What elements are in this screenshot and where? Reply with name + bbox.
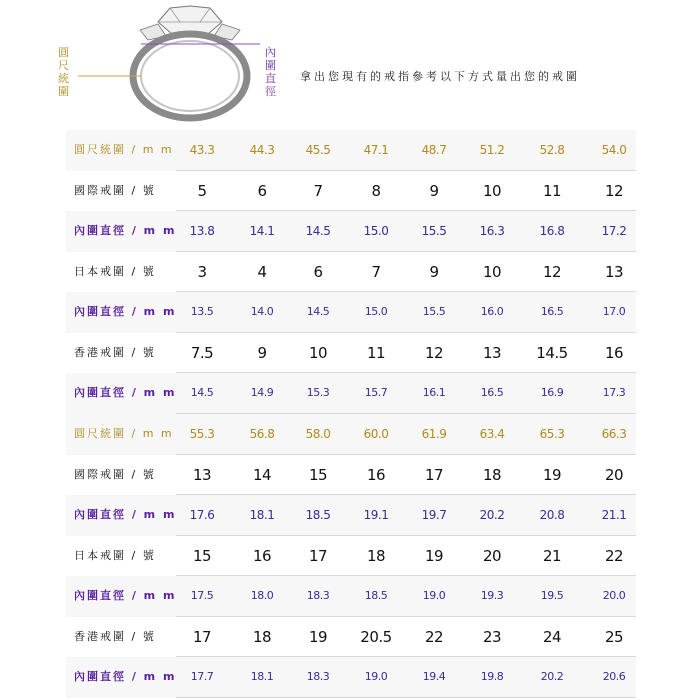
table-cell: 48.7 xyxy=(421,143,447,157)
table-cell: 14.5 xyxy=(305,224,331,238)
table-cell: 19 xyxy=(542,465,562,484)
row-label: 內圍直徑 / m m xyxy=(74,386,177,399)
table-cell: 18.0 xyxy=(250,589,274,602)
table-cell: 47.1 xyxy=(363,143,389,157)
table-cell: 17.2 xyxy=(601,224,627,238)
table-cell: 20.6 xyxy=(602,670,626,683)
table-cell: 16 xyxy=(366,465,386,484)
table-cell: 23 xyxy=(482,627,502,646)
table-cell: 15.7 xyxy=(364,386,388,399)
table-cell: 61.9 xyxy=(421,427,447,441)
row-label: 香港戒圍 / 號 xyxy=(74,345,156,359)
table-cell: 19.4 xyxy=(422,670,446,683)
table-cell: 58.0 xyxy=(305,427,331,441)
table-cell: 9 xyxy=(429,262,439,281)
row-label: 圓尺統圍 / m m xyxy=(74,427,174,440)
table-cell: 3 xyxy=(197,262,207,281)
table-cell: 20 xyxy=(604,465,624,484)
table-cell: 20.2 xyxy=(540,670,564,683)
row-label: 圓尺統圍 / m m xyxy=(74,143,174,156)
table-cell: 14.1 xyxy=(249,224,275,238)
size-table-1 xyxy=(66,130,636,414)
table-cell: 52.8 xyxy=(539,143,565,157)
table-row xyxy=(66,130,636,171)
table-cell: 45.5 xyxy=(305,143,331,157)
table-cell: 14.5 xyxy=(190,386,214,399)
table-cell: 17.6 xyxy=(189,508,215,522)
table-cell: 21.1 xyxy=(601,508,627,522)
table-cell: 20.5 xyxy=(360,627,392,646)
table-cell: 9 xyxy=(257,343,267,362)
table-cell: 11 xyxy=(366,343,386,362)
table-cell: 15.5 xyxy=(422,305,446,318)
table-cell: 15.3 xyxy=(306,386,330,399)
table-cell: 17 xyxy=(192,627,212,646)
table-cell: 17.0 xyxy=(602,305,626,318)
table-cell: 12 xyxy=(542,262,562,281)
table-cell: 43.3 xyxy=(189,143,215,157)
table-cell: 8 xyxy=(371,181,381,200)
table-cell: 6 xyxy=(257,181,267,200)
table-cell: 63.4 xyxy=(479,427,505,441)
table-row xyxy=(66,171,636,212)
table-cell: 18 xyxy=(482,465,502,484)
table-cell: 44.3 xyxy=(249,143,275,157)
table-cell: 19.0 xyxy=(422,589,446,602)
row-divider xyxy=(176,697,636,698)
table-cell: 13 xyxy=(192,465,212,484)
table-cell: 18 xyxy=(252,627,272,646)
table-cell: 16 xyxy=(252,546,272,565)
table-cell: 16.1 xyxy=(422,386,446,399)
table-cell: 19.8 xyxy=(480,670,504,683)
table-cell: 17.5 xyxy=(190,589,214,602)
table-cell: 18.5 xyxy=(305,508,331,522)
row-label: 日本戒圍 / 號 xyxy=(74,264,156,278)
table-cell: 20.8 xyxy=(539,508,565,522)
row-label: 內圍直徑 / m m xyxy=(74,589,177,602)
row-label: 日本戒圍 / 號 xyxy=(74,548,156,562)
table-cell: 15.5 xyxy=(421,224,447,238)
table-cell: 56.8 xyxy=(249,427,275,441)
instruction-text: 拿出您現有的戒指參考以下方式量出您的戒圍 xyxy=(300,70,580,83)
table-cell: 7 xyxy=(313,181,323,200)
table-cell: 10 xyxy=(482,262,502,281)
table-row xyxy=(66,292,636,333)
table-row xyxy=(66,536,636,577)
table-cell: 16.8 xyxy=(539,224,565,238)
table-cell: 18 xyxy=(366,546,386,565)
table-cell: 22 xyxy=(604,546,624,565)
ring-illustration xyxy=(0,0,700,130)
table-cell: 7.5 xyxy=(190,343,214,362)
table-cell: 9 xyxy=(429,181,439,200)
table-cell: 11 xyxy=(542,181,562,200)
table-cell: 15 xyxy=(192,546,212,565)
row-label: 內圍直徑 / m m xyxy=(74,224,177,237)
table-cell: 16.5 xyxy=(480,386,504,399)
table-cell: 13 xyxy=(482,343,502,362)
table-cell: 20.0 xyxy=(602,589,626,602)
table-row xyxy=(66,333,636,374)
table-cell: 21 xyxy=(542,546,562,565)
table-row xyxy=(66,373,636,414)
row-label: 國際戒圍 / 號 xyxy=(74,467,156,481)
table-cell: 18.1 xyxy=(250,670,274,683)
table-cell: 19.0 xyxy=(364,670,388,683)
table-cell: 15.0 xyxy=(363,224,389,238)
table-row xyxy=(66,414,636,455)
table-cell: 7 xyxy=(371,262,381,281)
table-cell: 18.5 xyxy=(364,589,388,602)
table-cell: 14.0 xyxy=(250,305,274,318)
table-cell: 12 xyxy=(604,181,624,200)
table-cell: 60.0 xyxy=(363,427,389,441)
table-cell: 17.3 xyxy=(602,386,626,399)
table-cell: 20 xyxy=(482,546,502,565)
row-label: 內圍直徑 / m m xyxy=(74,305,177,318)
table-cell: 18.1 xyxy=(249,508,275,522)
table-cell: 51.2 xyxy=(479,143,505,157)
table-cell: 17.7 xyxy=(190,670,214,683)
table-row xyxy=(66,252,636,293)
table-cell: 25 xyxy=(604,627,624,646)
table-cell: 22 xyxy=(424,627,444,646)
diameter-label: 內 圍 直 徑 xyxy=(265,46,277,98)
table-cell: 10 xyxy=(308,343,328,362)
table-cell: 4 xyxy=(257,262,267,281)
table-cell: 17 xyxy=(308,546,328,565)
table-cell: 14.5 xyxy=(306,305,330,318)
table-cell: 17 xyxy=(424,465,444,484)
table-cell: 16.5 xyxy=(540,305,564,318)
table-cell: 19 xyxy=(424,546,444,565)
table-cell: 66.3 xyxy=(601,427,627,441)
table-cell: 14 xyxy=(252,465,272,484)
table-cell: 65.3 xyxy=(539,427,565,441)
table-cell: 10 xyxy=(482,181,502,200)
table-cell: 5 xyxy=(197,181,207,200)
table-row xyxy=(66,657,636,698)
table-cell: 24 xyxy=(542,627,562,646)
row-label: 香港戒圍 / 號 xyxy=(74,629,156,643)
table-cell: 19.3 xyxy=(480,589,504,602)
table-cell: 13.8 xyxy=(189,224,215,238)
table-row xyxy=(66,211,636,252)
row-label: 內圍直徑 / m m xyxy=(74,670,177,683)
table-cell: 14.9 xyxy=(250,386,274,399)
table-cell: 19.5 xyxy=(540,589,564,602)
circumference-label: 圓 尺 統 圍 xyxy=(58,46,70,98)
table-cell: 19.7 xyxy=(421,508,447,522)
row-label: 國際戒圍 / 號 xyxy=(74,183,156,197)
table-cell: 16.0 xyxy=(480,305,504,318)
table-cell: 16 xyxy=(604,343,624,362)
table-cell: 18.3 xyxy=(306,670,330,683)
table-row xyxy=(66,495,636,536)
table-cell: 15 xyxy=(308,465,328,484)
table-row xyxy=(66,617,636,658)
table-cell: 18.3 xyxy=(306,589,330,602)
table-cell: 6 xyxy=(313,262,323,281)
table-cell: 19.1 xyxy=(363,508,389,522)
table-row xyxy=(66,455,636,496)
table-cell: 20.2 xyxy=(479,508,505,522)
table-cell: 16.9 xyxy=(540,386,564,399)
table-cell: 14.5 xyxy=(536,343,568,362)
table-row xyxy=(66,576,636,617)
ring-band-inner xyxy=(141,41,239,111)
table-cell: 13 xyxy=(604,262,624,281)
table-cell: 15.0 xyxy=(364,305,388,318)
table-cell: 55.3 xyxy=(189,427,215,441)
ring-diagram xyxy=(0,0,700,130)
table-cell: 16.3 xyxy=(479,224,505,238)
table-cell: 12 xyxy=(424,343,444,362)
row-label: 內圍直徑 / m m xyxy=(74,508,177,521)
size-table-2 xyxy=(66,414,636,698)
table-cell: 13.5 xyxy=(190,305,214,318)
table-cell: 19 xyxy=(308,627,328,646)
table-cell: 54.0 xyxy=(601,143,627,157)
